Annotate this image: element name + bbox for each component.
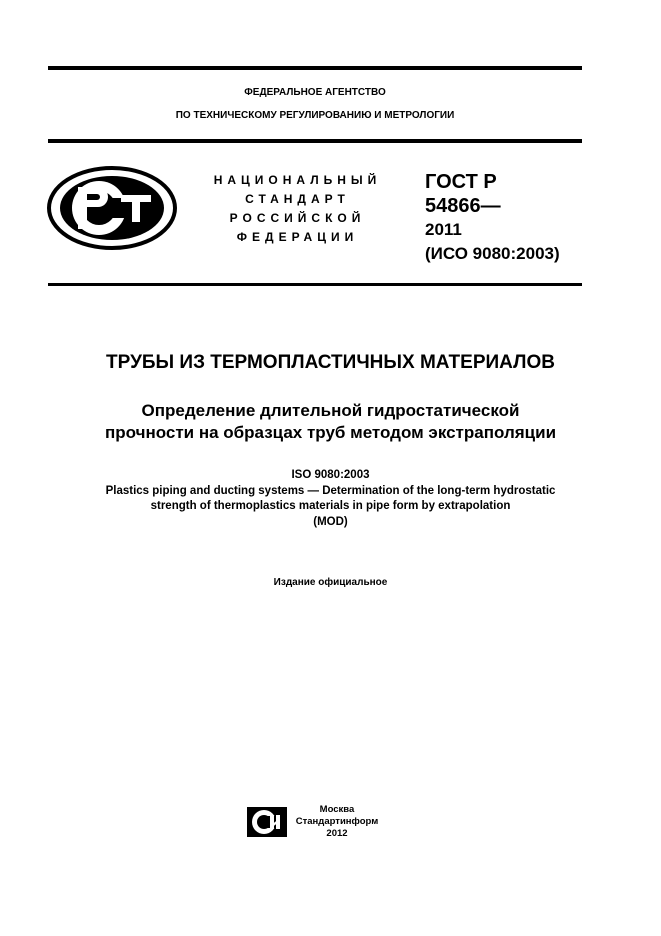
standard-type: [190, 171, 405, 247]
designation-line-4: (ИСО 9080:2003): [425, 244, 560, 263]
standard-type-line-4: ФЕДЕРАЦИИ: [236, 230, 359, 244]
header-rule: [48, 139, 582, 143]
standard-type-line-1: НАЦИОНАЛЬНЫЙ: [213, 173, 382, 187]
designation-line-1: ГОСТ Р: [425, 171, 497, 193]
document-subtitle: [0, 400, 661, 444]
iso-title-line-2: strength of thermoplastics materials in pipe form by extrapolation: [150, 500, 511, 512]
iso-reference: [0, 468, 661, 530]
subtitle-line-1: Определение длительной гидростатической: [141, 401, 520, 420]
standartinform-logo-icon: [246, 806, 288, 838]
standard-type-line-2: СТАНДАРТ: [245, 192, 350, 206]
logo-section-rule: [48, 283, 582, 286]
edition-label: Издание официальное: [273, 577, 388, 588]
standard-type-line-3: РОССИЙСКОЙ: [229, 211, 366, 225]
publisher-block: [292, 804, 382, 840]
top-rule: [48, 66, 582, 70]
designation-line-2: 54866—: [425, 195, 501, 217]
publisher-year: 2012: [326, 828, 348, 839]
iso-title-line-1: Plastics piping and ducting systems — Determination of the long-term hydrostatic: [105, 484, 556, 497]
document-title: ТРУБЫ ИЗ ТЕРМОПЛАСТИЧНЫХ МАТЕРИАЛОВ: [106, 352, 555, 373]
publisher-city: Москва: [319, 804, 355, 815]
rst-logo-icon: [46, 165, 178, 251]
publisher-name: Стандартинформ: [295, 816, 379, 827]
agency-line-2: ПО ТЕХНИЧЕСКОМУ РЕГУЛИРОВАНИЮ И МЕТРОЛОГИИ: [175, 110, 455, 121]
agency-line-1: ФЕДЕРАЛЬНОЕ АГЕНТСТВО: [244, 87, 386, 98]
standard-designation: [425, 170, 560, 266]
designation-line-3: 2011: [425, 220, 462, 239]
iso-mod: (MOD): [313, 515, 348, 528]
iso-number: ISO 9080:2003: [291, 469, 370, 481]
subtitle-line-2: прочности на образцах труб методом экстраполяции: [104, 423, 557, 442]
